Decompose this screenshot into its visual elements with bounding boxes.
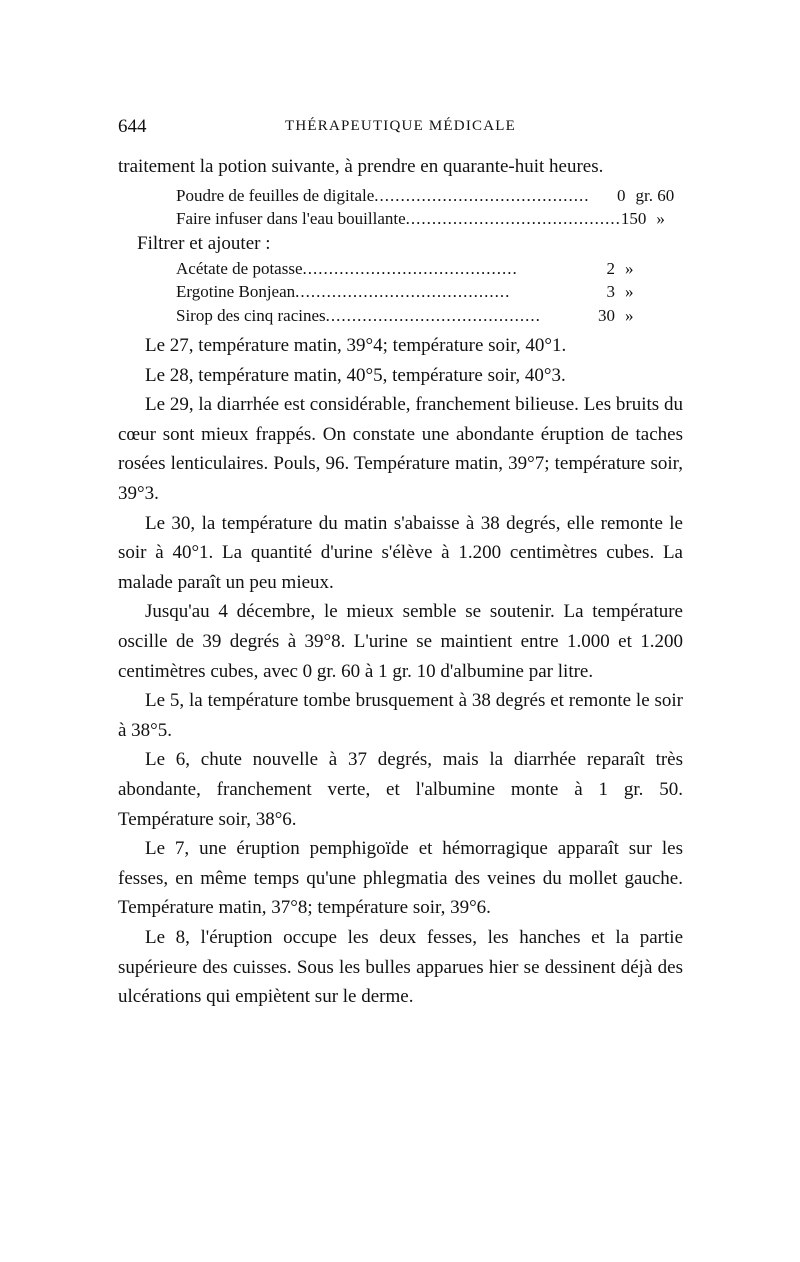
ingredient-qty: 0 <box>617 185 626 205</box>
paragraph: Le 6, chute nouvelle à 37 degrés, mais la diarrhée reparaît très abondante, franchement verte, et l'albumine monte à 1 gr. 50. Température soir, 38°6. <box>118 749 683 830</box>
intro-paragraph: traitement la potion suivante, à prendre en quarante-huit heures. <box>118 156 604 177</box>
body-text <box>118 152 683 1012</box>
paragraph: Le 27, température matin, 39°4; température soir, 40°1. <box>145 335 567 357</box>
ingredient-unit: gr. 60 <box>635 185 675 205</box>
page-header <box>118 116 683 140</box>
ingredient-qty: 30 <box>598 305 615 325</box>
ingredient-label: Poudre de feuilles de digitale <box>176 185 375 205</box>
running-title: THÉRAPEUTIQUE MÉDICALE <box>285 118 516 134</box>
prescription-group-2 <box>118 257 683 328</box>
prescription-note: Filtrer et ajouter : <box>137 232 271 254</box>
paragraph: Le 28, température matin, 40°5, température soir, 40°3. <box>145 364 566 386</box>
ingredient-label: Sirop des cinq racines <box>176 305 326 325</box>
prescription-line: Faire infuser dans l'eau bouillante......................................... 150 » <box>118 207 683 231</box>
prescription-line: Ergotine Bonjean......................................... 3 » <box>118 280 683 304</box>
ingredient-label: Acétate de potasse <box>176 258 303 278</box>
paragraph: Le 30, la température du matin s'abaisse à 38 degrés, elle remonte le soir à 40°1. La quantité d'urine s'élève à 1.200 centimètres cubes. La malade paraît un peu mieux. <box>118 512 683 593</box>
ingredient-qty: 2 <box>606 258 615 278</box>
prescription-group-1 <box>118 184 683 231</box>
page-number: 644 <box>118 116 147 137</box>
prescription-line: Poudre de feuilles de digitale......................................... 0 gr. 60 <box>118 184 683 208</box>
prescription-line: Sirop des cinq racines......................................... 30 » <box>118 304 683 328</box>
paragraph: Le 7, une éruption pemphigoïde et hémorragique apparaît sur les fesses, en même temps qu'une phlegmatia des veines du mollet gauche. Température matin, 37°8; température soir, 39°6. <box>118 838 683 919</box>
ingredient-label: Faire infuser dans l'eau bouillante <box>176 209 406 229</box>
ingredient-unit: » <box>656 209 665 229</box>
paragraph: Le 29, la diarrhée est considérable, franchement bilieuse. Les bruits du cœur sont mieux frappés. On constate une abondante éruption de taches rosées lenticulaires. Pouls, 96. Température matin, 39°7; température soir, 39°3. <box>118 394 683 505</box>
prescription <box>118 184 683 328</box>
ingredient-qty: 3 <box>606 282 615 302</box>
ingredient-label: Ergotine Bonjean <box>176 282 296 302</box>
ingredient-unit: » <box>625 282 634 302</box>
paragraph: Jusqu'au 4 décembre, le mieux semble se soutenir. La température oscille de 39 degrés à 39°8. L'urine se maintient entre 1.000 et 1.200 centimètres cubes, avec 0 gr. 60 à 1 gr. 10 d'albumine par litre. <box>118 601 683 682</box>
ingredient-unit: » <box>625 258 634 278</box>
ingredient-unit: » <box>625 305 634 325</box>
paragraph: Le 5, la température tombe brusquement à 38 degrés et remonte le soir à 38°5. <box>118 690 683 741</box>
prescription-line: Acétate de potasse......................................... 2 » <box>118 257 683 281</box>
ingredient-qty: 150 <box>620 209 647 229</box>
paragraph: Le 8, l'éruption occupe les deux fesses, les hanches et la partie supérieure des cuisses. Sous les bulles apparues hier se dessinent déjà des ulcérations qui empiètent sur le derme. <box>118 926 683 1008</box>
